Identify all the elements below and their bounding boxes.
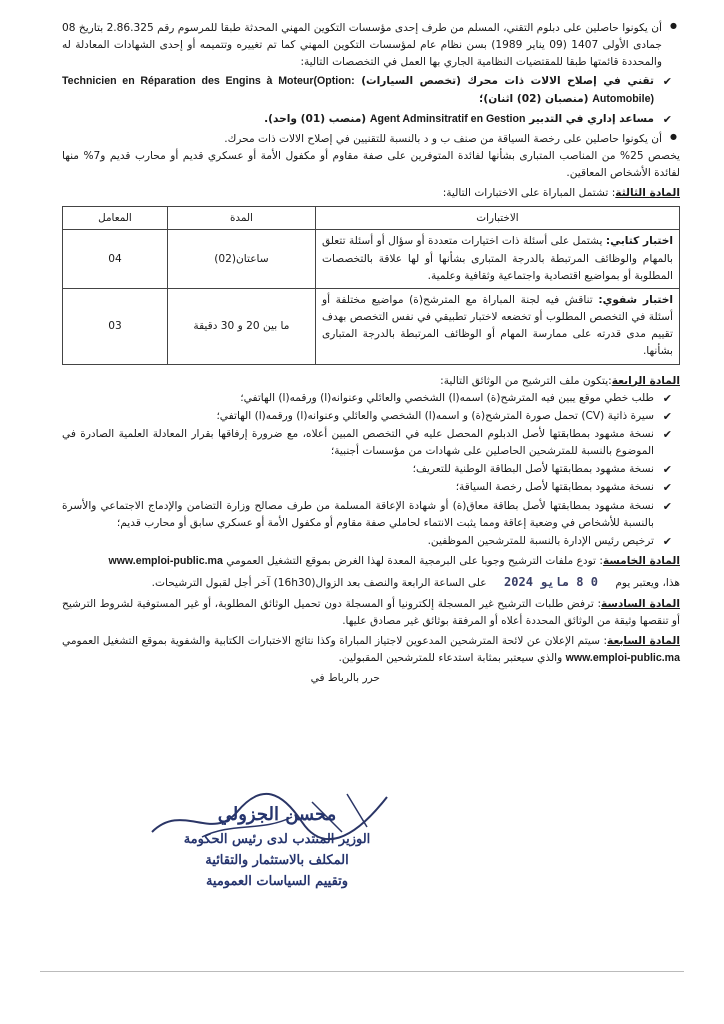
emploi-public-link[interactable]: www.emploi-public.ma [108, 555, 223, 568]
exam-written-description: اختبار كتابي: يشتمل على أسئلة ذات اختيارات متعددة أو سؤال أو أسئلة تتعلق بالمهام والوظائف المرتبطة بالدرجة المتبارى بشأنها أو لها علاقة بالتخصصات المطلوبة أو بمواضيع اقتصادية واجتماعية وثقافية وعلمية. [315, 230, 679, 288]
documents-list [62, 390, 680, 550]
article5-heading: المادة الخامسة [602, 555, 680, 568]
document-page [62, 20, 680, 1024]
list-item: ✔ نسخة مشهود بمطابقتها لأصل رخصة السياقة؛ [62, 479, 680, 496]
specialty-mechanic-ar: تقني في إصلاح الالات ذات محرك (تخصص السيارات) [361, 75, 654, 88]
table-row [63, 288, 680, 364]
specialty-mechanic-fr: Technicien en Réparation des Engins à Moteur(Option: Automobile) [62, 75, 654, 105]
article7-paragraph: المادة السابعة: سيتم الإعلان عن لائحة المترشحين المدعوين لاجتياز المباراة وكذا نتائج الاختبارات الكتابية والشفوية بموقع التشغيل العمومي www.emploi-public.ma والذي سيعتبر بمثابة استدعاء للمترشحين المقبولين. [62, 634, 680, 665]
table-row [63, 230, 680, 288]
signature-block [142, 790, 412, 892]
specialty-mechanic-posts: (منصبان (02) اثنان)؛ [479, 92, 589, 105]
emploi-public-link[interactable]: www.emploi-public.ma [565, 652, 680, 665]
list-item: ✔ نسخة مشهود بمطابقتها لأصل الدبلوم المحصل عليه في التخصص المبين أعلاه، مع ضرورة إرفاقها بقرار المعادلة العلمية الصادرة في الموضوع بالنسبة للمترشحين الحاصلين على شهادات من مؤسسات أجنبية؛ [62, 426, 680, 460]
article7-heading: المادة السابعة [607, 634, 680, 647]
list-item: ✔ سيرة ذاتية (CV) تحمل صورة المترشح(ة) و اسمه(ا) الشخصي والعائلي وعنوانه(ا) ورقمه(ا) الهاتفي؛ [62, 408, 680, 425]
exams-table-header [63, 206, 680, 230]
list-item: ✔ نسخة مشهود بمطابقتها لأصل بطاقة معاق(ة) أو شهادة الإعاقة المسلمة من طرف مصالح وزارة التضامن والإدماج الاجتماعي والأسرة بالنسبة للأشخاص في وضعية إعاقة ومما يثبت الانتماء لحاملي صفة مقاوم أو مكفول الأمة أو عسكري سابق أو محارب قديم؛ [62, 498, 680, 532]
article6-paragraph: المادة السادسة: ترفض طلبات الترشيح غير المسجلة إلكترونيا أو المسجلة دون تحميل الوثائق المطلوبة، أو غير المستوفية لشروط الترشيح أو تنقصها وثيقة من الوثائق المحددة أعلاه أو المرفقة بوثائق غير مصادق عليها. [62, 597, 680, 627]
specialty-mechanic [62, 73, 680, 107]
article6-heading: المادة السادسة [601, 597, 680, 610]
signatory-title-line2: المكلف بالاستثمار والتقائية [205, 853, 349, 869]
exam-oral-coefficient: 03 [63, 288, 168, 364]
article3-heading: المادة الثالثة [615, 187, 680, 200]
specialty-admin-fr: Agent Adminsitratif en Gestion [369, 112, 526, 125]
specialties-list [62, 73, 680, 127]
exam-written-duration: ساعتان(02) [167, 230, 315, 288]
list-item: ✔ ترخيص رئيس الإدارة بالنسبة للمترشحين الموظفين. [62, 533, 680, 550]
article3-intro: المادة الثالثة: تشتمل المباراة على الاختبارات التالية: [442, 187, 680, 200]
column-header-coefficient: المعامل [63, 206, 168, 230]
specialty-admin-ar: مساعد إداري في التدبير [529, 112, 654, 125]
specialty-admin-posts: (منصب (01) واحد). [264, 112, 367, 125]
deadline-date-stamp: 0 8 مايو 2024 [504, 575, 598, 590]
exam-oral-description: اختبار شفوي: تناقش فيه لجنة المباراة مع المترشح(ة) مواضيع مختلفة أو أسئلة في التخصص المطلوب أو تخضعه لاختبار تطبيقي في نفس التخصص بهدف تقييم مدى قدرته على ممارسة المهام أو الوظائف المرتبطة بالدرجة المتبارى بشأنها. [315, 288, 679, 364]
signatory-name: محسن الجزولي [217, 804, 337, 825]
exams-table [62, 206, 680, 365]
column-header-duration: المدة [167, 206, 315, 230]
signatory-title-line1: الوزير المنتدب لدى رئيس الحكومة [183, 832, 371, 848]
quota-paragraph: يخصص 25% من المناصب المتبارى بشأنها لفائدة المتوفرين على صفة مقاوم أو مكفول الأمة أو عسكري قديم أو محارب قديم و7% منها لفائدة الأشخاص المعاقين. [62, 150, 681, 180]
article4-intro: المادة الرابعة:يتكون ملف الترشيح من الوثائق التالية: [440, 374, 680, 387]
article5-paragraph: المادة الخامسة: تودع ملفات الترشيح وجوبا على البرمجية المعدة لهذا الغرض بموقع التشغيل العمومي www.emploi-public.ma [108, 555, 680, 568]
article4-heading: المادة الرابعة [611, 374, 680, 387]
eligibility-diploma: ● أن يكونوا حاصلين على دبلوم التقني، المسلم من طرف إحدى مؤسسات التكوين المهني المحدثة طبقا للمرسوم رقم 2.86.325 بتاريخ 08 جمادى الأولى 1407 (09 يناير 1989) بسن نظام عام لمؤسسات التكوين المهني كما تم تغييره وتتميمه أو إحدى الشهادات المعادلة له والمحددة قائمتها طبقا للمقتضيات النظامية الجاري بها العمل في التخصصات التالية: [62, 20, 680, 71]
page-footer-divider [40, 971, 684, 972]
column-header-exams: الاختبارات [315, 206, 679, 230]
exam-oral-duration: ما بين 20 و 30 دقيقة [167, 288, 315, 364]
eligibility-license: ● أن يكونوا حاصلين على رخصة السياقة من صنف ب و د بالنسبة للتقنيين في إصلاح الالات ذات محرك. [62, 131, 680, 148]
closing-line: حرر بالرباط في [310, 672, 380, 685]
specialty-admin [62, 111, 680, 128]
list-item: ✔ نسخة مشهود بمطابقتها لأصل البطاقة الوطنية للتعريف؛ [62, 461, 680, 478]
signatory-title-line3: وتقييم السياسات العمومية [205, 874, 349, 890]
deadline-paragraph: هذا، ويعتبر يوم 0 8 مايو 2024 على الساعة الرابعة والنصف بعد الزوال(16h30) آخر أجل لقبول الترشيحات. [62, 573, 680, 592]
list-item: ✔ طلب خطي موقع يبين فيه المترشح(ة) اسمه(ا) الشخصي والعائلي وعنوانه(ا) ورقمه(ا) الهاتفي؛ [62, 390, 680, 407]
exam-written-coefficient: 04 [63, 230, 168, 288]
